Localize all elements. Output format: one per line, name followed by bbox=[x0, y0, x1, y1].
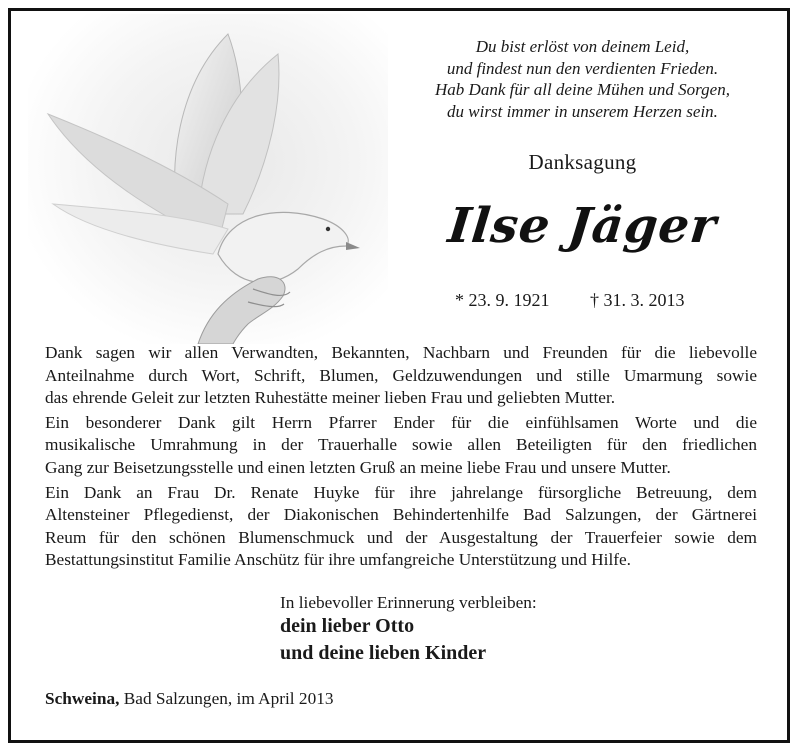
text-line: Bestattungsinstitut Familie Anschütz für ihre umfangreiche Unterstützung und Hilfe. bbox=[45, 550, 632, 570]
place-rest: Bad Salzungen, im April 2013 bbox=[119, 689, 334, 708]
text-line: musikalische Umrahmung in der Trauerhalle sowie allen Beteiligten für den friedlichen bbox=[45, 435, 757, 455]
closing-intro: In liebevoller Erinnerung verbleiben: bbox=[280, 593, 537, 612]
heading: Danksagung bbox=[528, 150, 637, 174]
text-line: Gang zur Beisetzungsstelle und einen letzten Gruß an meine liebe Frau und unsere Mutter. bbox=[45, 457, 671, 477]
text-line: das ehrende Geleit zur letzten Ruhestätte meiner lieben Frau und geliebten Mutter. bbox=[45, 388, 616, 408]
text-line: Reum für den schönen Blumenschmuck und der Ausgestaltung der Trauerfeier sowie dem bbox=[45, 527, 757, 547]
life-dates bbox=[455, 290, 685, 311]
poem-line: Du bist erlöst von deinem Leid, bbox=[475, 37, 690, 56]
poem bbox=[405, 36, 760, 122]
signature-line: und deine lieben Kinder bbox=[280, 642, 487, 664]
paragraph bbox=[45, 412, 757, 480]
death-date: † 31. 3. 2013 bbox=[590, 290, 685, 310]
text-line: Ein Dank an Frau Dr. Renate Huyke für ihre jahrelange fürsorgliche Betreuung, dem bbox=[45, 482, 757, 502]
text-line: Dank sagen wir allen Verwandten, Bekannten, Nachbarn und Freunden für die liebevolle bbox=[45, 343, 757, 362]
thanks-text bbox=[45, 342, 757, 574]
place-date bbox=[45, 689, 334, 709]
birth-date: * 23. 9. 1921 bbox=[455, 290, 550, 310]
text-line: Anteilnahme durch Wort, Schrift, Blumen, Geldzuwendungen und stille Umarmung sowie bbox=[45, 365, 757, 385]
closing bbox=[280, 593, 537, 667]
text-line: Ein besonderer Dank gilt Herrn Pfarrer Ender für die einfühlsamen Worte und die bbox=[45, 412, 757, 432]
signature-line: dein lieber Otto bbox=[280, 615, 415, 637]
paragraph bbox=[45, 342, 757, 410]
deceased-name: Ilse Jäger bbox=[445, 198, 720, 254]
paragraph bbox=[45, 482, 757, 572]
poem-line: du wirst immer in unserem Herzen sein. bbox=[447, 101, 718, 121]
place-town: Schweina, bbox=[45, 689, 120, 708]
dove-on-hand-icon bbox=[28, 14, 388, 344]
text-line: Altensteiner Pflegedienst, der Diakonischen Behindertenhilfe Bad Salzungen, der Gärtnerei bbox=[45, 505, 757, 525]
poem-line: und findest nun den verdienten Frieden. bbox=[446, 58, 719, 78]
poem-line: Hab Dank für all deine Mühen und Sorgen, bbox=[435, 80, 730, 99]
